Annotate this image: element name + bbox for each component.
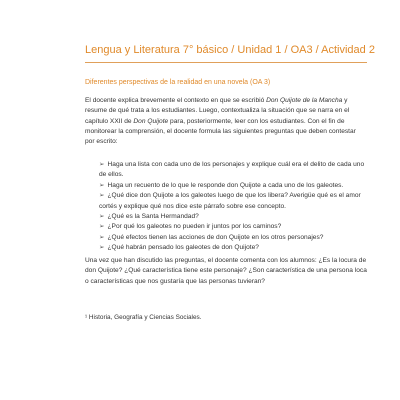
list-item: ➢ ¿Qué es la Santa Hermandad? xyxy=(99,213,199,221)
work-title-short: Don Quijote xyxy=(133,117,169,125)
intro-paragraph xyxy=(85,96,365,147)
work-title: Don Quijote de la Mancha xyxy=(266,97,343,104)
bullet-arrow-icon: ➢ xyxy=(99,181,105,189)
bullet-arrow-icon: ➢ xyxy=(99,213,105,221)
closing-paragraph: Una vez que han discutido las preguntas, el docente comenta con los alumnos: ¿Es la locura de don Quijote? ¿Qué característica tiene este personaje? ¿Son característica de una persona loca o características que nos gustaría que las personas tuvieran? xyxy=(85,257,367,285)
list-item: ➢ Haga una lista con cada uno de los personajes y explique cuál era el delito de cada uno de ellos. xyxy=(99,161,365,179)
list-item: ➢ ¿Qué efectos tienen las acciones de don Quijote en los otros personajes? xyxy=(99,233,324,241)
bullet-arrow-icon: ➢ xyxy=(99,192,105,200)
page-title: Lengua y Literatura 7° básico / Unidad 1 / OA3 / Actividad 2 xyxy=(85,44,375,56)
intro-text-2: y resume de qué trata a los estudiantes. Luego, contextualiza la situación que se narra en el capítulo XXII de xyxy=(85,97,350,125)
bullet-arrow-icon: ➢ xyxy=(99,223,105,231)
list-item: ➢ Haga un recuento de lo que le responde don Quijote a cada uno de los galeotes. xyxy=(99,181,344,189)
question-list xyxy=(99,160,367,254)
title-divider xyxy=(85,62,367,63)
list-item: ➢ ¿Qué dice don Quijote a los galeotes luego de que los libera? Averigüe qué es el amor cortés y explique qué nos dice este párrafo sobre ese concepto. xyxy=(99,192,361,210)
footnote: ¹ Historia, Geografía y Ciencias Sociales. xyxy=(85,314,202,321)
section-heading: Diferentes perspectivas de la realidad en una novela (OA 3) xyxy=(85,79,271,86)
intro-text-3: para, posteriormente, leer con los estudiantes. Con el fin de monitorear la comprensión, el docente formula las siguientes preguntas que deben contestar por escrito: xyxy=(85,117,356,146)
intro-text-1: El docente explica brevemente el contexto en que se escribió xyxy=(85,97,267,104)
list-item: ➢ ¿Por qué los galeotes no pueden ir juntos por los caminos? xyxy=(99,223,282,231)
bullet-arrow-icon: ➢ xyxy=(99,161,105,168)
bullet-arrow-icon: ➢ xyxy=(99,233,105,241)
list-item: ➢ ¿Qué habrán pensado los galeotes de don Quijote? xyxy=(99,244,259,252)
bullet-arrow-icon: ➢ xyxy=(99,244,105,252)
